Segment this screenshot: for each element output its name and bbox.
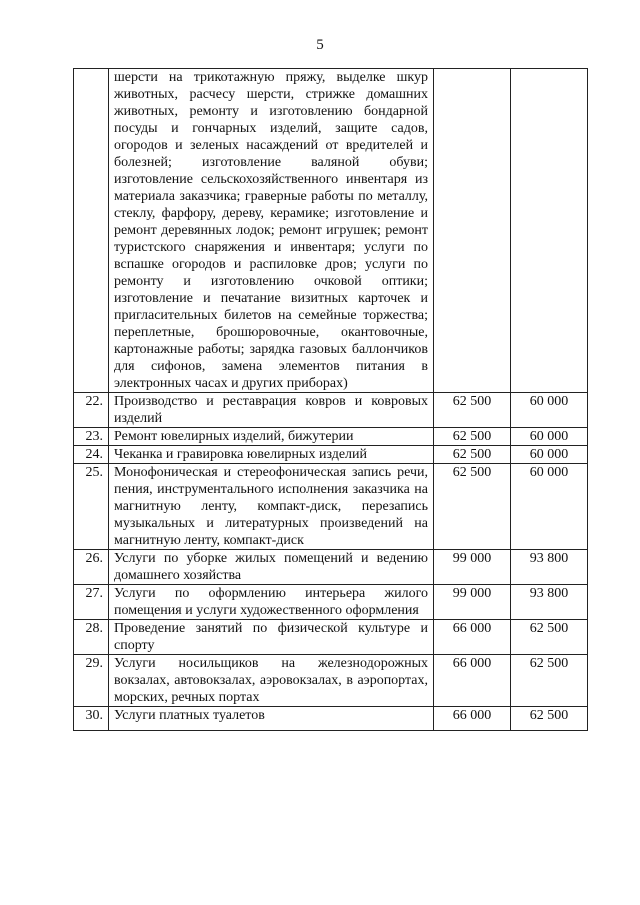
row-number: 24.	[74, 446, 109, 464]
row-number: 22.	[74, 393, 109, 428]
row-number: 23.	[74, 428, 109, 446]
table-row-continuation	[74, 69, 588, 393]
row-description: Монофоническая и стереофоническая запись речи, пения, инструментального исполнения заказчика на магнитную ленту, компакт-диск, перезапись музыкальных и литературных произведений на магнитную ленту, компакт-диск	[109, 464, 434, 550]
row-description: Чеканка и гравировка ювелирных изделий	[109, 446, 434, 464]
row-description: Услуги платных туалетов	[109, 707, 434, 731]
table-row	[74, 428, 588, 446]
row-number-cell	[74, 69, 109, 393]
value-cell-2: 60 000	[511, 428, 588, 446]
row-description: шерсти на трикотажную пряжу, выделке шкур животных, расчесу шерсти, стрижке домашних животных, ремонту и изготовлению бондарной посуды и гончарных изделий, защите садов, огородов и зеленых насаждений от вредителей и болезней; изготовление валяной обуви; изготовление сельскохозяйственного инвентаря из материала заказчика; граверные работы по металлу, стеклу, фарфору, дереву, керамике; изготовление и ремонт деревянных лодок; ремонт игрушек; ремонт туристского снаряжения и инвентаря; услуги по вспашке огородов и распиловке дров; услуги по ремонту и изготовлению очковой оптики; изготовление и печатание визитных карточек и пригласительных билетов на семейные торжества; переплетные, брошюровочные, окантовочные, картонажные работы; зарядка газовых баллончиков для сифонов, замена элементов питания в электронных часах и других приборах)	[109, 69, 434, 393]
value-cell-1	[434, 69, 511, 393]
row-number: 29.	[74, 655, 109, 707]
table-row	[74, 620, 588, 655]
value-cell-2: 60 000	[511, 464, 588, 550]
row-number: 30.	[74, 707, 109, 731]
row-number: 25.	[74, 464, 109, 550]
tariff-table	[73, 68, 588, 731]
value-cell-1: 66 000	[434, 707, 511, 731]
value-cell-1: 62 500	[434, 428, 511, 446]
value-cell-2: 60 000	[511, 393, 588, 428]
value-cell-1: 62 500	[434, 446, 511, 464]
row-description: Услуги носильщиков на железнодорожных вокзалах, автовокзалах, аэровокзалах, в аэропортах, морских, речных портах	[109, 655, 434, 707]
row-description: Проведение занятий по физической культуре и спорту	[109, 620, 434, 655]
row-description: Услуги по оформлению интерьера жилого помещения и услуги художественного оформления	[109, 585, 434, 620]
value-cell-1: 99 000	[434, 585, 511, 620]
row-number: 27.	[74, 585, 109, 620]
table-row	[74, 464, 588, 550]
value-cell-2: 93 800	[511, 585, 588, 620]
value-cell-2: 62 500	[511, 620, 588, 655]
row-number: 26.	[74, 550, 109, 585]
value-cell-2: 93 800	[511, 550, 588, 585]
value-cell-2: 62 500	[511, 707, 588, 731]
row-number: 28.	[74, 620, 109, 655]
table-row	[74, 550, 588, 585]
row-description: Ремонт ювелирных изделий, бижутерии	[109, 428, 434, 446]
value-cell-1: 62 500	[434, 393, 511, 428]
value-cell-2	[511, 69, 588, 393]
table-row	[74, 707, 588, 731]
value-cell-2: 60 000	[511, 446, 588, 464]
table-row	[74, 393, 588, 428]
table-row	[74, 585, 588, 620]
row-description: Услуги по уборке жилых помещений и ведению домашнего хозяйства	[109, 550, 434, 585]
table-row	[74, 446, 588, 464]
value-cell-1: 66 000	[434, 620, 511, 655]
value-cell-2: 62 500	[511, 655, 588, 707]
value-cell-1: 66 000	[434, 655, 511, 707]
value-cell-1: 99 000	[434, 550, 511, 585]
table-row	[74, 655, 588, 707]
page-number: 5	[316, 37, 324, 53]
row-description: Производство и реставрация ковров и ковровых изделий	[109, 393, 434, 428]
value-cell-1: 62 500	[434, 464, 511, 550]
